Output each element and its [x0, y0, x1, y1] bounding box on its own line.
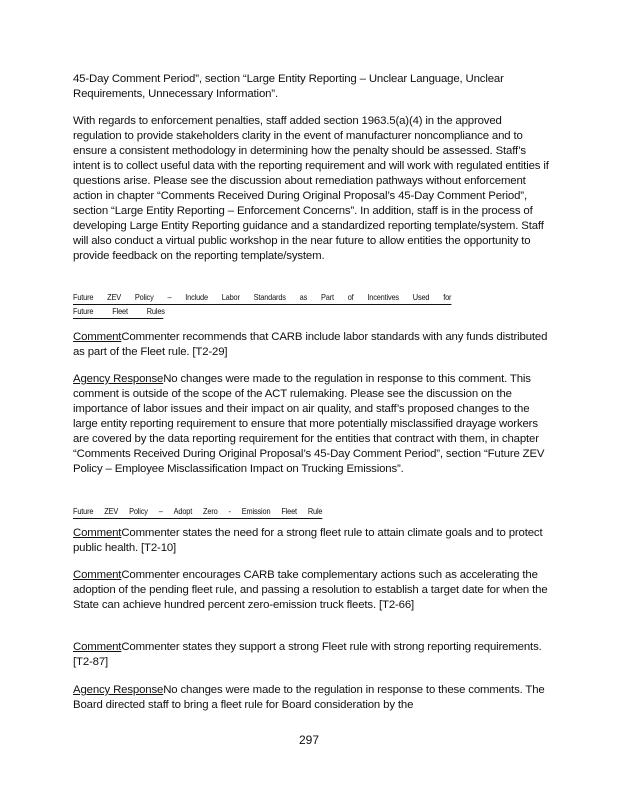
section-heading-labor-standards-cont [73, 306, 163, 319]
heading-word: Part [320, 292, 334, 302]
paragraph-intro-ref: 45-Day Comment Period”, section “Large Entity Reporting – Unclear Language, Unclear Requirements, Unnecessary Information”. [73, 73, 504, 100]
agency-response-text: No changes were made to the regulation in response to this comment. This comment is outside of the scope of the ACT rulemaking. Please see the discussion on the importance of labor issues and their impact on air quality, and staff’s proposed changes to the large entity reporting requirement to ensure that more potentially misclassified drayage workers are covered by the data reporting requirement for the entities that contract with them, in chapter “Comments Received During Original Proposal’s 45-Day Comment Period”, section “Future ZEV Policy – Employee Misclassification Impact on Trucking Emissions”. [73, 373, 545, 475]
heading-word: Used [412, 292, 430, 302]
section-heading-labor-standards [73, 292, 451, 305]
heading-word: Emission [241, 506, 271, 516]
comment-text: Commenter recommends that CARB include labor standards with any funds distributed as part of the Fleet rule. [T2-29] [73, 331, 548, 358]
heading-word: – [158, 506, 163, 516]
agency-response-label: Agency Response [73, 373, 164, 385]
heading-word: Future [73, 306, 94, 316]
heading-word: Rule [307, 506, 323, 516]
heading-word: Policy [134, 292, 154, 302]
comment-text: Commenter encourages CARB take complementary actions such as accelerating the adoption of the pending fleet rule, and passing a resolution to establish a target date for when the State can achieve hundred percent zero-emission truck fleets. [T2-66] [73, 569, 548, 611]
agency-response-1 [73, 372, 549, 477]
heading-row-1 [73, 506, 322, 518]
heading-word: ZEV [104, 506, 119, 516]
comment-label: Comment [73, 331, 122, 343]
heading-word: Adopt [173, 506, 193, 516]
comment-t2-29 [73, 330, 549, 360]
heading-word: Future [73, 506, 94, 516]
heading-word: Labor [221, 292, 240, 302]
comment-t2-10 [73, 526, 549, 556]
comment-t2-87 [73, 640, 549, 670]
heading-word: Policy [129, 506, 148, 516]
heading-word: as [299, 292, 308, 302]
heading-word: Fleet [281, 506, 297, 516]
heading-word: Rules [146, 306, 165, 316]
heading-word: Zero [203, 506, 218, 516]
paragraph-enforcement: With regards to enforcement penalties, staff added section 1963.5(a)(4) in the approved regulation to provide stakeholders clarity in the event of manufacturer noncompliance and to ensure a consistent methodology in determining how the penalty should be assessed. Staff’s intent is to collect useful data with the reporting requirement and will work with regulated entities if questions arise. Please see the discussion about remediation pathways without enforcement action in chapter “Comments Received During Original Proposal’s 45-Day Comment Period”, section “Large Entity Reporting – Enforcement Concerns”. In addition, staff is in the process of developing Large Entity Reporting guidance and a standardized reporting template/system. Staff will also conduct a virtual public workshop in the near future to allow entities the opportunity to provide feedback on the reporting template/system. [73, 115, 549, 262]
heading-row-2 [73, 306, 163, 318]
heading-word: of [347, 292, 354, 302]
comment-text: Commenter states the need for a strong fleet rule to attain climate goals and to protect public health. [T2-10] [73, 527, 543, 554]
heading-row-1 [73, 292, 451, 304]
heading-word: for [443, 292, 452, 302]
heading-word: – [167, 292, 172, 302]
agency-response-label: Agency Response [73, 684, 164, 696]
section-heading-fleet-rule [73, 506, 322, 519]
comment-label: Comment [73, 527, 122, 539]
comment-text: Commenter states they support a strong Fleet rule with strong reporting requirements. [T2-87] [73, 641, 542, 668]
agency-response-2 [73, 683, 549, 713]
comment-label: Comment [73, 569, 122, 581]
comment-label: Comment [73, 641, 122, 653]
heading-word: Include [185, 292, 208, 302]
heading-word: Incentives [367, 292, 399, 302]
agency-response-text: No changes were made to the regulation in response to these comments. The Board directed staff to bring a fleet rule for Board consideration by the [73, 684, 545, 711]
heading-word: Future [73, 292, 94, 302]
heading-word: - [228, 506, 231, 516]
page-number: 297 [298, 733, 320, 747]
heading-word: Standards [253, 292, 286, 302]
heading-word: Fleet [112, 306, 128, 316]
heading-word: ZEV [107, 292, 122, 302]
comment-t2-66 [73, 568, 549, 613]
